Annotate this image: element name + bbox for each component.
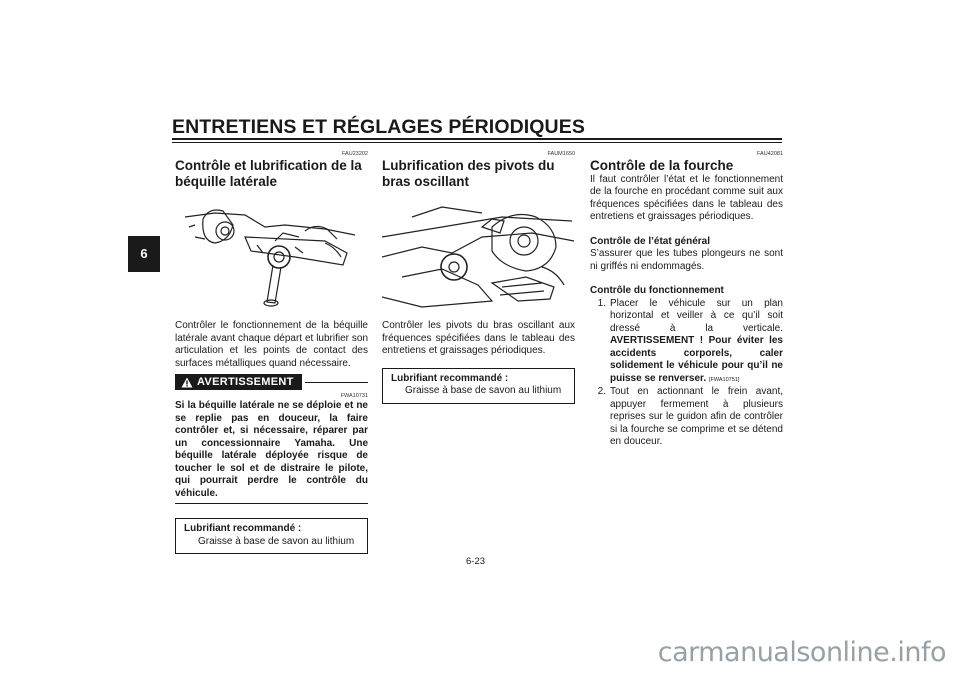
section-body: Il faut contrôler l’état et le fonctionnement de la fourche en procédant comme suit aux fréquences spécifiées dans le tableau des entretiens et graissages périodiques. (590, 173, 783, 222)
section-heading: Lubrification des pivots du bras oscillant (382, 158, 555, 189)
subheading-general: Contrôle de l’état général (590, 235, 711, 247)
warning-header (175, 374, 368, 390)
step-text: Tout en actionnant le frein avant, appuyer fermement à plusieurs reprises sur le guidon afin de contrôler si la fourche se comprime et se détend en douceur. (610, 386, 783, 447)
lubricant-title: Lubrifiant recommandé : (391, 372, 509, 384)
warning-triangle-icon (181, 377, 193, 388)
step-warning-code: [FWA10751] (708, 376, 740, 383)
lubricant-value: Graisse à base de savon au lithium (198, 535, 355, 547)
watermark: carmanualsonline.info (657, 637, 946, 668)
section-body: Contrôler les pivots du bras oscillant aux fréquences spécifiées dans le tableau des entretiens et graissages périodiques. (382, 320, 575, 356)
warning-label: AVERTISSEMENT (197, 376, 294, 388)
section-code: FAU23202 (342, 151, 368, 157)
step-number: 2. (597, 386, 606, 397)
column-sidestand (175, 150, 368, 554)
lubricant-title: Lubrifiant recommandé : (184, 523, 302, 534)
swingarm-drawing (382, 197, 575, 312)
lubricant-box (175, 518, 368, 554)
page-number: 6-23 (466, 556, 486, 567)
swingarm-illustration (382, 197, 575, 312)
step-body: Placer le véhicule sur un plan horizontal et veiller à ce qu’il soit dressé à la verticale. (610, 297, 783, 334)
sidestand-drawing (175, 197, 368, 312)
header-rule-thin (172, 142, 782, 143)
column-fork (590, 150, 783, 449)
warning-badge (175, 374, 302, 390)
section-code: FAUM1650 (547, 151, 575, 157)
step-warning: AVERTISSEMENT ! Pour éviter les accidents corporels, caler solidement le véhicule pour qu’il ne puisse se renverser. (610, 335, 783, 384)
subheading-general-body: S’assurer que les tubes plongeurs ne sont ni griffés ni endommagés. (590, 248, 783, 272)
section-body: Contrôler le fonctionnement de la béquille latérale avant chaque départ et lubrifier son articulation et les points de contact des surfaces métalliques quand nécessaire. (175, 320, 368, 369)
section-code: FAU42081 (757, 151, 783, 157)
warning-rule (305, 382, 368, 383)
section-heading: Contrôle de la fourche (590, 158, 734, 173)
page-title: ENTRETIENS ET RÉGLAGES PÉRIODIQUES (172, 116, 585, 138)
lubricant-value: Graisse à base de savon au lithium (405, 385, 562, 396)
step-number: 1. (597, 297, 606, 309)
warning-text: Si la béquille latérale ne se déploie et ne se replie pas en douceur, la faire contrôler et, si nécessaire, réparer par un concessionnaire Yamaha. Une béquille latérale déployée risque de toucher le sol et de distraire le pilote, qui pourrait perdre le contrôle du véhicule. (175, 400, 368, 499)
lubricant-box (382, 368, 575, 404)
sidestand-illustration (175, 197, 368, 312)
subheading-operation: Contrôle du fonctionnement (590, 285, 724, 296)
list-item (590, 298, 783, 387)
section-heading: Contrôle et lubrification de la béquille latérale (175, 158, 362, 189)
column-swingarm (382, 150, 575, 404)
header-rule (172, 138, 782, 140)
warning-code: FWA10731 (340, 393, 368, 399)
operation-steps (590, 298, 783, 449)
warning-end-rule (175, 503, 368, 504)
list-item (590, 386, 783, 449)
step-text (610, 298, 783, 387)
chapter-tab: 6 (128, 236, 160, 272)
